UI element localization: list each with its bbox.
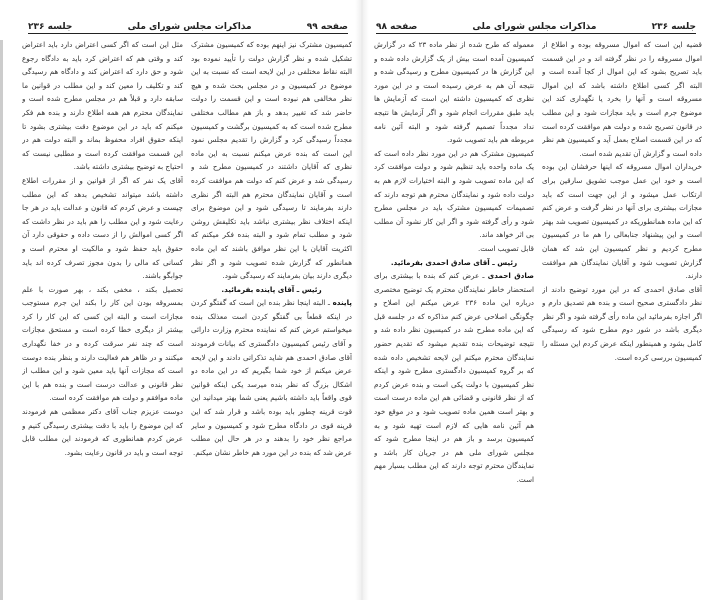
text-column xyxy=(374,38,534,586)
session-number: جلسه ۲۳۶ xyxy=(651,22,696,32)
body-paragraph: دوست عزیزم جناب آقای دکتر معظمی هم فرمودند که این موضوع را باید با دقت بیشتری رسیدگی کنیم و عرض کردم همانطوری که فرمودند این مطلب قابل توجه است و باید در قانون رعایت بشود. xyxy=(22,407,183,457)
body-paragraph: کمیسیون مشترک هم در این مورد نظر داده است که یک ماده واحده باید تنظیم شود و دولت موافقت کرد که این ماده تصویب شود و البته اختیارات لازم هم به دولت داده شود و نمایندگان محترم هم توجه دارند که تصمیمات کمیسیون مشترک باید در مجلس مطرح شود و رأی گرفته شود و اگر این کار نشود آن مطلب بی اثر خواهد ماند. xyxy=(374,148,534,240)
page-number: صفحه ۹۸ xyxy=(376,22,418,32)
speaker-heading: رئیس ـ آقای پاینده بفرمائید. xyxy=(221,284,322,294)
right-page xyxy=(362,0,724,600)
body-paragraph: قضیه این است که اموال مسروقه بوده و اطلاع از اموال مسروقه را در نظر گرفته اند و در این قسمت باید تصریح بشود که این اموال از کجا آمده است و البته اگر کسی اطلاع داشته باشد که این اموال مسروقه است و آنها را بخرد یا نگهداری کند این موضوع جرم است و باید مجازات شود و این مطلب در قانون تصریح شده و دولت هم موافقت کرده است که در این قسمت اصلاح بعمل آید و کمیسیون هم نظر داده است و گزارش آن تقدیم شده است. xyxy=(542,40,702,158)
page-title: مذاکرات مجلس شورای ملی xyxy=(127,22,252,32)
session-number: جلسه ۲۳۶ xyxy=(28,22,73,32)
speaker-heading: رئیس ـ آقای صادق احمدی بفرمائید. xyxy=(390,257,518,267)
body-paragraph: تحصیل بکند ، مخفی بکند ، بهر صورت با علم بمسروقه بودن این کار را بکند این جرم مستوجب مجازات است و البته این کسی که این کار را کرد بیشتر از دیگری خطا کرده است و مستحق مجازات است که چند نفر سرقت کرده و در خفا نگهداری میکنند و در ظاهر هم فعالیت دارند و بنظر بنده دوست است که مجازات آنها باید معین شود و این مطلب از نظر قانونی و عدالت درست است و بنده هم با این ماده موافقم و دولت هم موافقت کرده است. xyxy=(22,284,183,403)
body-paragraph: آقای یک نفر که اگر از قوانین و از مقررات اطلاع داشته باشد میتواند تشخیص بدهد که این مطلب چیست و عرض کردم که قانون و عدالت باید در هر جا رعایت شود و این مطلب را هم باید در نظر داشت که اگر کسی اموالش را از دست داده و حقوقی دارد آن حقوق باید حفظ شود و مالکیت او محترم است و کسانی که مالی را بدون مجوز تصرف کرده اند باید جوابگو باشند. xyxy=(22,175,183,281)
page-title: مذاکرات مجلس شورای ملی xyxy=(472,22,597,32)
text-column xyxy=(22,38,183,586)
speaker-name: صادق احمدی xyxy=(487,271,534,281)
body-paragraph: مثل این است که اگر کسی اعتراض دارد باید اعتراض کند و وقتی هم که اعتراض کرد باید به دادگاه رجوع شود و حق دارد که اعتراض کند و دادگاه هم رسیدگی کند و تکلیف را معین کند و این مطلب در قوانین ما سابقه دارد و قبلاً هم در مجلس مطرح شده است و نمایندگان محترم هم همه اطلاع دارند و بنده هم فکر میکنم که باید در این موضوع دقت بیشتری بشود تا اینکه حقوق افراد محفوظ بماند و البته دولت هم در این قسمت موافقت کرده است و مطلبی نیست که احتیاج به توضیح بیشتری داشته باشد. xyxy=(22,40,183,172)
text-column xyxy=(542,38,702,586)
page-number: صفحه ۹۹ xyxy=(306,22,348,32)
right-page-columns xyxy=(374,38,702,586)
left-page-columns xyxy=(22,38,352,586)
speaker-paragraph: پاینده ـ البته اینجا نظر بنده این است که گفتگو کردن در اینکه قطعاً بی گفتگو کردن است معذلک بنده میخواستم عرض کنم که نماینده محترم وزارت دارائی و آقای رئیس کمیسیون دادگستری که بیانات فرمودند آقای صادق احمدی هم شاید تذکراتی دادند و این لایحه عرض میکنم از خود شما بگیریم که در این ماده دو اشکال بزرگ که نظر بنده میرسد یکی اینکه قوانین قوی واقعاً باید داشته باشیم یعنی شما بهتر میدانید این قوت قرینه چطور باید بوده باشد و قرار شد که این قرینه قوی در دادگاه مطرح شود و کمیسیون و سایر مراجع نظر خود را بدهند و در هر حال این مطلب عرض شد که بنده در این مورد هم خاطر نشان میکنم. xyxy=(191,298,352,457)
right-page-header xyxy=(376,18,696,34)
body-paragraph: کمیسیون مشترک نیز اینهم بوده که کمیسیون مشترک تشکیل شده و نظر گزارش دولت را تأیید نموده بود البته نقاط مختلفی در این لایحه است که نسبت به این موضوع در کمیسیون و در مجلس بحث شده و هیچ نظر مخالفی هم نبوده است و این قسمت را دولت حاضر شد که تغییر بدهد و باز هم مطالب مختلفی مطرح شده است که به کمیسیون برگشت و کمیسیون مجدداً رسیدگی کرد و گزارش را تقدیم مجلس نمود این است که بنده عرض میکنم نسبت به این ماده نظری که آقایان داشتند در کمیسیون مطرح شد و رسیدگی شد و عرض کنم که دولت هم موافقت کرده است و آقایان نمایندگان محترم هم البته اگر نظری دارند بفرمایند تا رسیدگی شود و این موضوع برای اینکه اختلاف نظر بیشتری نباشد باید تکلیفش روشن شود و مطلب تمام شود و البته بنده فکر میکنم که اکثریت آقایان با این نظر موافق باشند که این ماده همانطور که گزارش شده تصویب شود و اگر نظر دیگری دارند بیان بفرمایند که رسیدگی شود. xyxy=(191,40,352,281)
body-paragraph: خریداران اموال مسروقه که اینها حرفشان این بوده است و خود این عمل موجب تشویق سارقین برای ارتکاب عمل میشود و از این جهت است که باید مجازات بیشتری برای آنها در نظر گرفت و عرض کنم که این ماده همانطوریکه در کمیسیون تصویب شد بهتر است و این پیشنهاد جنابعالی را هم ما در کمیسیون مطرح کردیم و نظر کمیسیون این شد که همان گزارش تصویب شود و آقایان نمایندگان هم موافقت دارند. xyxy=(542,162,702,281)
left-page-header xyxy=(28,18,348,34)
text-column xyxy=(191,38,352,586)
speaker-name: پاینده xyxy=(332,298,352,308)
body-paragraph: آقای صادق احمدی که در این مورد توضیح دادند از نظر دادگستری صحیح است و بنده هم تصدیق دارم و اگر اجازه بفرمائید این ماده رأی گرفته شود و اگر نظر دیگری باشد در شور دوم مطرح شود که رسیدگی کامل بشود و همینطور اینکه عرض کردم این مسئله را کمیسیون بررسی کرده است. xyxy=(542,284,702,362)
body-paragraph: قابل تصویب است. xyxy=(477,243,534,253)
speaker-paragraph: صادق احمدی ـ عرض کنم که بنده با بیشتری برای استحضار خاطر نمایندگان محترم یک توضیح مختصری درباره این ماده ۲۳۶ عرض میکنم این اصلاح و چگونگی اصلاحی عرض کنم مذاکره که در جلسه قبل که این ماده مطرح شد در کمیسیون نظر داده شد و نتیجه توضیحات بنده تقدیم میشود که تقدیم حضور نمایندگان محترم میکنم این لایحه تشخیص داده شده که بر گروه کمیسیون دادگستری مطرح شود و اینکه نظر کمیسیون با دولت یکی است و بنده عرض کردم که از نظر قانونی و قضائی هم این ماده درست است و بهتر است همین ماده تصویب شود و در موقع خود هم آئین نامه هایی که لازم است تهیه شود و به کمیسیون برسد و باز هم در اینجا مطرح شود که مجلس شورای ملی هم در جریان کار باشد و نمایندگان محترم توجه دارند که این مطلب بسیار مهم است. xyxy=(374,271,534,484)
body-paragraph: معموله که طرح شده از نظر ماده ۲۳ که در گزارش کمیسیون آمده است بیش از یک گزارش داده شده و این گزارش ها در کمیسیون مطرح و رسیدگی شده و نتیجه آن هم به عرض رسیده است و در این مورد نظری که کمیسیون داشته این است که آزمایش ها باید طبق مقررات انجام شود و اگر آزمایش ها نتیجه نداد مجدداً تصمیم گرفته شود و البته آئین نامه مربوطه هم باید تصویب شود. xyxy=(374,40,534,145)
